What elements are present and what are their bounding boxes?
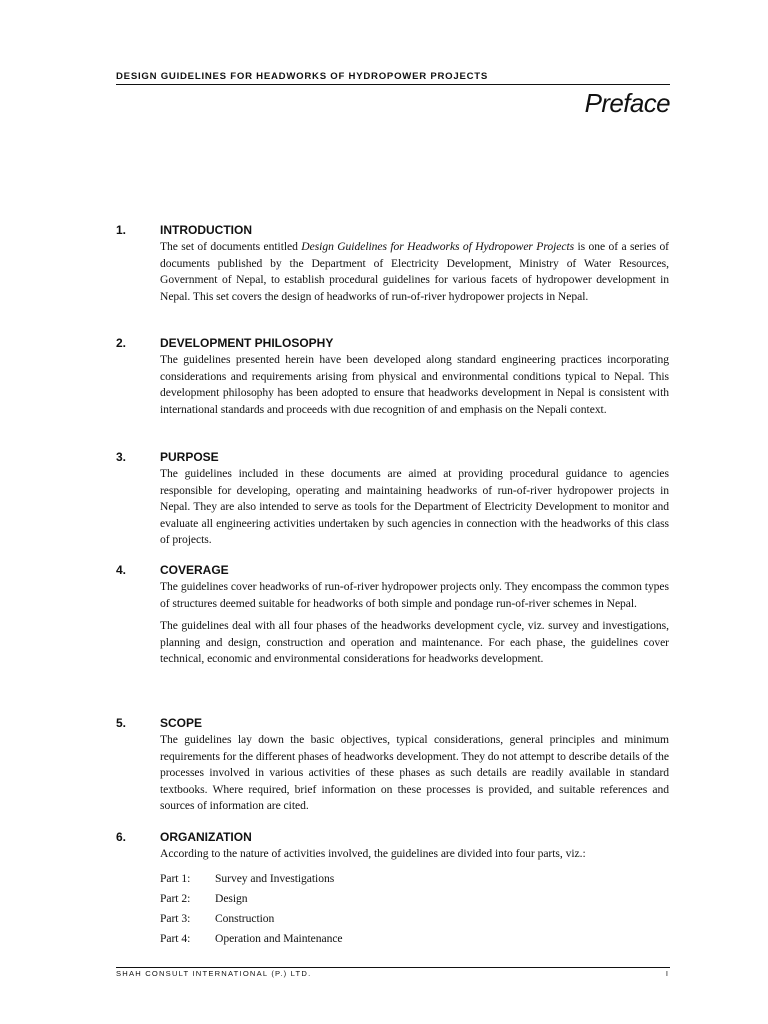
section-paragraph: The guidelines deal with all four phases of the headworks development cycle, viz. survey and investigations, planning and design, construction and operation and maintenance. For each phase, the guidelines cover technical, economic and environmental considerations for headworks development. [160,619,669,665]
section-heading: ORGANIZATION [160,830,252,844]
section-heading: DEVELOPMENT PHILOSOPHY [160,336,334,350]
paragraph-text: The set of documents entitled [160,240,302,253]
section-body [160,352,669,418]
part-label: Part 3: [160,911,191,925]
section-body [160,732,669,815]
section-number: 5. [116,716,127,730]
section-heading: PURPOSE [160,450,219,464]
section-scope [116,715,670,815]
section-paragraph: The guidelines presented herein have been developed along standard engineering practices incorporating considerations and requirements arising from physical and environmental conditions typical to Nepal. This development philosophy has been adopted to ensure that headworks development in Nepal is consistent with international standards and proceeds with due recognition of and emphasis on the Nepali context. [160,353,669,416]
section-heading: INTRODUCTION [160,223,252,237]
footer-company: SHAH CONSULT INTERNATIONAL (P.) LTD. [116,969,312,978]
parts-list [160,869,669,949]
part-label: Part 2: [160,891,191,905]
section-body [160,239,669,305]
running-header: DESIGN GUIDELINES FOR HEADWORKS OF HYDROPOWER PROJECTS [116,71,489,82]
section-organization [116,829,670,954]
section-introduction [116,222,670,322]
section-purpose [116,449,670,549]
section-body [160,579,669,668]
section-number: 2. [116,336,127,350]
part-name: Construction [215,911,275,925]
section-heading: COVERAGE [160,563,229,577]
section-paragraph: According to the nature of activities involved, the guidelines are divided into four parts, viz.: [160,847,586,860]
section-body [160,466,669,549]
section-paragraph [160,239,669,305]
list-item [160,929,669,949]
part-label: Part 1: [160,871,191,885]
paragraph-text: is one of a series of documents published by the Department of Electricity Development, Ministry of Water Resources, Government of Nepal, to establish procedural guidelines for various facets of hydropower development in Nepal. This set covers the design of headworks of run-of-river hydropower projects in Nepal. [160,240,669,303]
section-development-philosophy [116,335,670,435]
list-item [160,909,669,929]
section-coverage [116,562,670,707]
part-label: Part 4: [160,931,191,945]
section-paragraph: The guidelines included in these documents are aimed at providing procedural guidance to agencies responsible for developing, operating and maintaining headworks of run-of-river hydropower projects in Nepal. They are also intended to serve as tools for the Department of Electricity Development to monitor and evaluate all engineering activities undertaken by such agencies in connection with the headworks of this class of projects. [160,467,669,546]
list-item [160,889,669,909]
section-number: 6. [116,830,127,844]
footer-rule [116,967,670,968]
header-rule [116,84,670,85]
part-name: Survey and Investigations [215,871,335,885]
section-paragraph: The guidelines lay down the basic objectives, typical considerations, general principles and minimum requirements for the different phases of headworks development. They do not attempt to describe details of the processes involved in various activities of these phases as such details are readily available in standard textbooks. Where required, brief information on these processes is provided, and suitable references and sources of information are cited. [160,733,669,812]
section-body [160,846,669,949]
document-title-italic: Design Guidelines for Headworks of Hydropower Projects [301,240,575,253]
section-number: 3. [116,450,127,464]
section-number: 4. [116,563,127,577]
section-number: 1. [116,223,127,237]
part-name: Design [215,891,248,905]
section-heading: SCOPE [160,716,203,730]
list-item [160,869,669,889]
page-number: I [665,969,668,978]
part-name: Operation and Maintenance [215,931,343,945]
section-paragraph: The guidelines cover headworks of run-of-river hydropower projects only. They encompass the common types of structures deemed suitable for headworks of both simple and pondage run-of-river schemes in Nepal. [160,580,669,610]
page-title: Preface [584,88,670,118]
